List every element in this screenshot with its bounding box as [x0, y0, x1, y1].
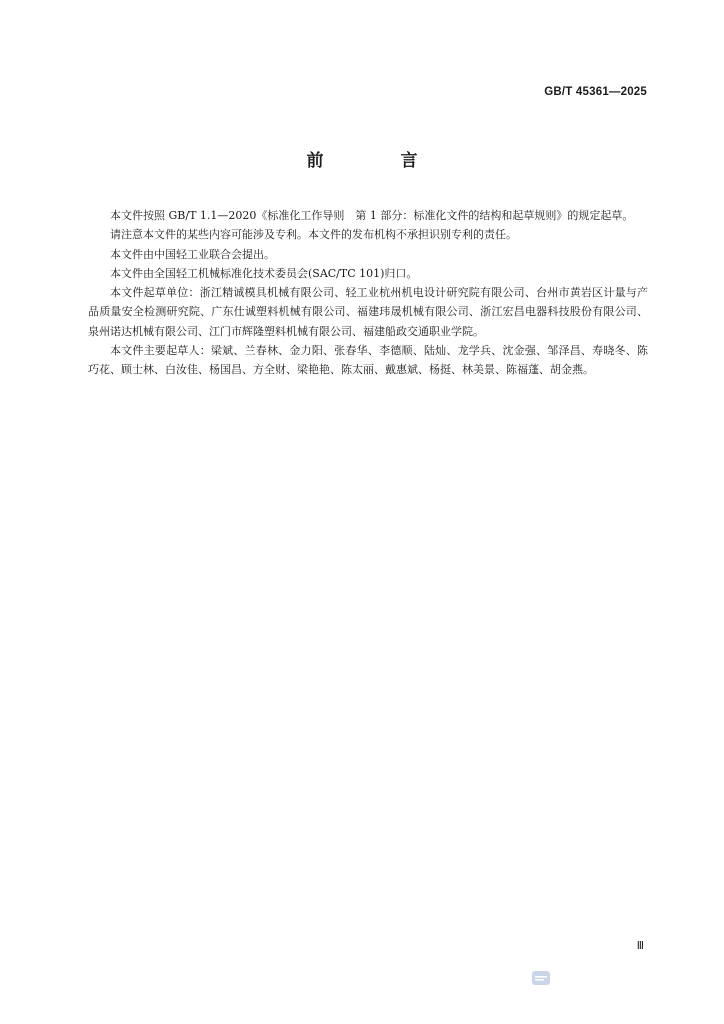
- document-body: [88, 206, 648, 380]
- publisher-logo-icon: [531, 968, 551, 988]
- paragraph-technical-committee: 本文件由全国轻工机械标准化技术委员会(SAC/TC 101)归口。: [110, 266, 418, 280]
- paragraph-drafters: 本文件主要起草人：梁斌、兰春林、金力阳、张春华、李德顺、陆灿、龙学兵、沈金强、邹泽昌、寿晓冬、陈巧花、顾士林、白汝佳、杨国昌、方全财、梁艳艳、陈太丽、戴惠斌、杨挺、林美景、陈福蓬、胡金燕。: [88, 344, 648, 377]
- page-number: Ⅲ: [636, 940, 644, 952]
- page-title: 前 言: [306, 151, 448, 171]
- paragraph-proposer: 本文件由中国轻工业联合会提出。: [110, 247, 275, 261]
- standard-code: GB/T 45361—2025: [544, 86, 647, 98]
- paragraph-drafting-organizations: 本文件起草单位：浙江精诚模具机械有限公司、轻工业杭州机电设计研究院有限公司、台州市黄岩区计量与产品质量安全检测研究院、广东仕诚塑料机械有限公司、福建玮晟机械有限公司、浙江宏昌电器科技股份有限公司、泉州诺达机械有限公司、江门市辉隆塑料机械有限公司、福建船政交通职业学院。: [88, 286, 648, 338]
- paragraph-patent-notice: 请注意本文件的某些内容可能涉及专利。本文件的发布机构不承担识别专利的责任。: [110, 228, 517, 242]
- paragraph-drafting-rules: 本文件按照 GB/T 1.1—2020《标准化工作导则 第 1 部分：标准化文件的结构和起草规则》的规定起草。: [110, 209, 634, 222]
